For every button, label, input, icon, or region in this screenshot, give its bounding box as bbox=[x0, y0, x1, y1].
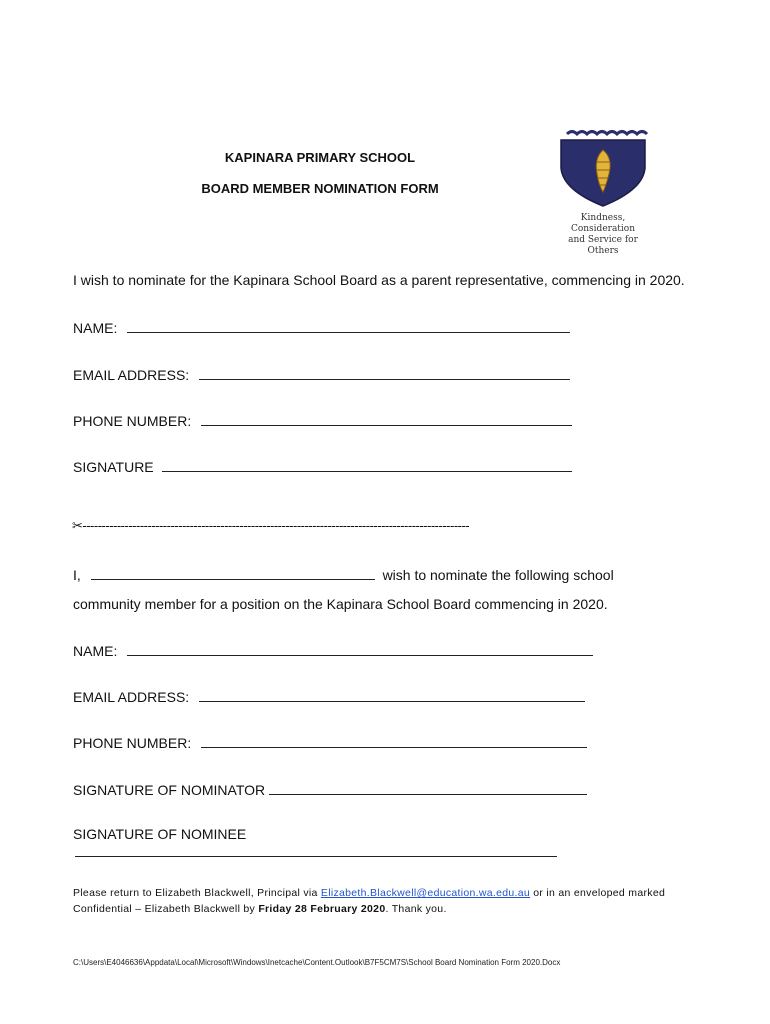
email-field-2 bbox=[73, 687, 585, 705]
form-title: BOARD MEMBER NOMINATION FORM bbox=[201, 181, 439, 196]
name-blank-line bbox=[127, 641, 593, 656]
phone-blank-line bbox=[201, 411, 572, 426]
name-field-1 bbox=[73, 318, 570, 336]
nominee-signature-blank bbox=[75, 843, 557, 857]
i-label: I, bbox=[73, 567, 81, 583]
crest-shield-icon bbox=[553, 128, 653, 208]
name-blank-line bbox=[127, 318, 570, 333]
community-text: community member for a position on the Kapinara School Board commencing in 2020. bbox=[73, 596, 608, 612]
nominator-name-blank bbox=[91, 565, 375, 580]
intro-text: I wish to nominate for the Kapinara School Board as a parent representative, commencing in 2020. bbox=[73, 272, 685, 288]
email-label: EMAIL ADDRESS: bbox=[73, 689, 190, 705]
return-instructions-line2 bbox=[73, 903, 447, 915]
name-label: NAME: bbox=[73, 643, 118, 659]
nominator-line bbox=[73, 565, 614, 583]
name-field-2 bbox=[73, 641, 593, 659]
school-motto: Kindness, Consideration and Service for Others bbox=[568, 213, 638, 256]
email-blank-line bbox=[199, 365, 570, 380]
email-blank-line bbox=[199, 687, 585, 702]
school-name: KAPINARA PRIMARY SCHOOL bbox=[224, 150, 416, 165]
nominee-signature-label: SIGNATURE OF NOMINEE bbox=[73, 826, 247, 842]
email-label: EMAIL ADDRESS: bbox=[73, 367, 190, 383]
phone-label: PHONE NUMBER: bbox=[73, 735, 192, 751]
nominator-signature-blank bbox=[269, 780, 587, 795]
nominator-signature-label: SIGNATURE OF NOMINATOR bbox=[73, 782, 266, 798]
signature-label: SIGNATURE bbox=[73, 459, 154, 475]
scissors-cut-line: ✂----------------------------------------------------------------------------------------------------- bbox=[72, 518, 470, 533]
phone-field-1 bbox=[73, 411, 572, 429]
file-path-footer: C:\Users\E4046636\Appdata\Local\Microsoft\Windows\Inetcache\Content.Outlook\B7F5CM7S\School Board Nomination Form 2020.Docx bbox=[73, 958, 561, 967]
principal-email-link[interactable]: Elizabeth.Blackwell@education.wa.edu.au bbox=[320, 887, 531, 899]
return-text: Please return to Elizabeth Blackwell, Principal via bbox=[73, 887, 318, 899]
school-crest-logo bbox=[553, 128, 653, 256]
deadline-date: Friday 28 February 2020 bbox=[258, 903, 386, 915]
phone-blank-line bbox=[201, 733, 587, 748]
thanks-text: . Thank you. bbox=[385, 903, 447, 915]
name-label: NAME: bbox=[73, 320, 118, 336]
confidential-text: Confidential – Elizabeth Blackwell by bbox=[73, 903, 256, 915]
phone-label: PHONE NUMBER: bbox=[73, 413, 192, 429]
wish-text: wish to nominate the following school bbox=[382, 567, 614, 583]
return-instructions-line1 bbox=[73, 887, 665, 899]
phone-field-2 bbox=[73, 733, 587, 751]
email-field-1 bbox=[73, 365, 570, 383]
signature-blank-line bbox=[162, 457, 572, 472]
nominator-signature-field bbox=[73, 780, 587, 798]
envelope-text: or in an enveloped marked bbox=[533, 887, 666, 899]
signature-field-1 bbox=[73, 457, 572, 475]
